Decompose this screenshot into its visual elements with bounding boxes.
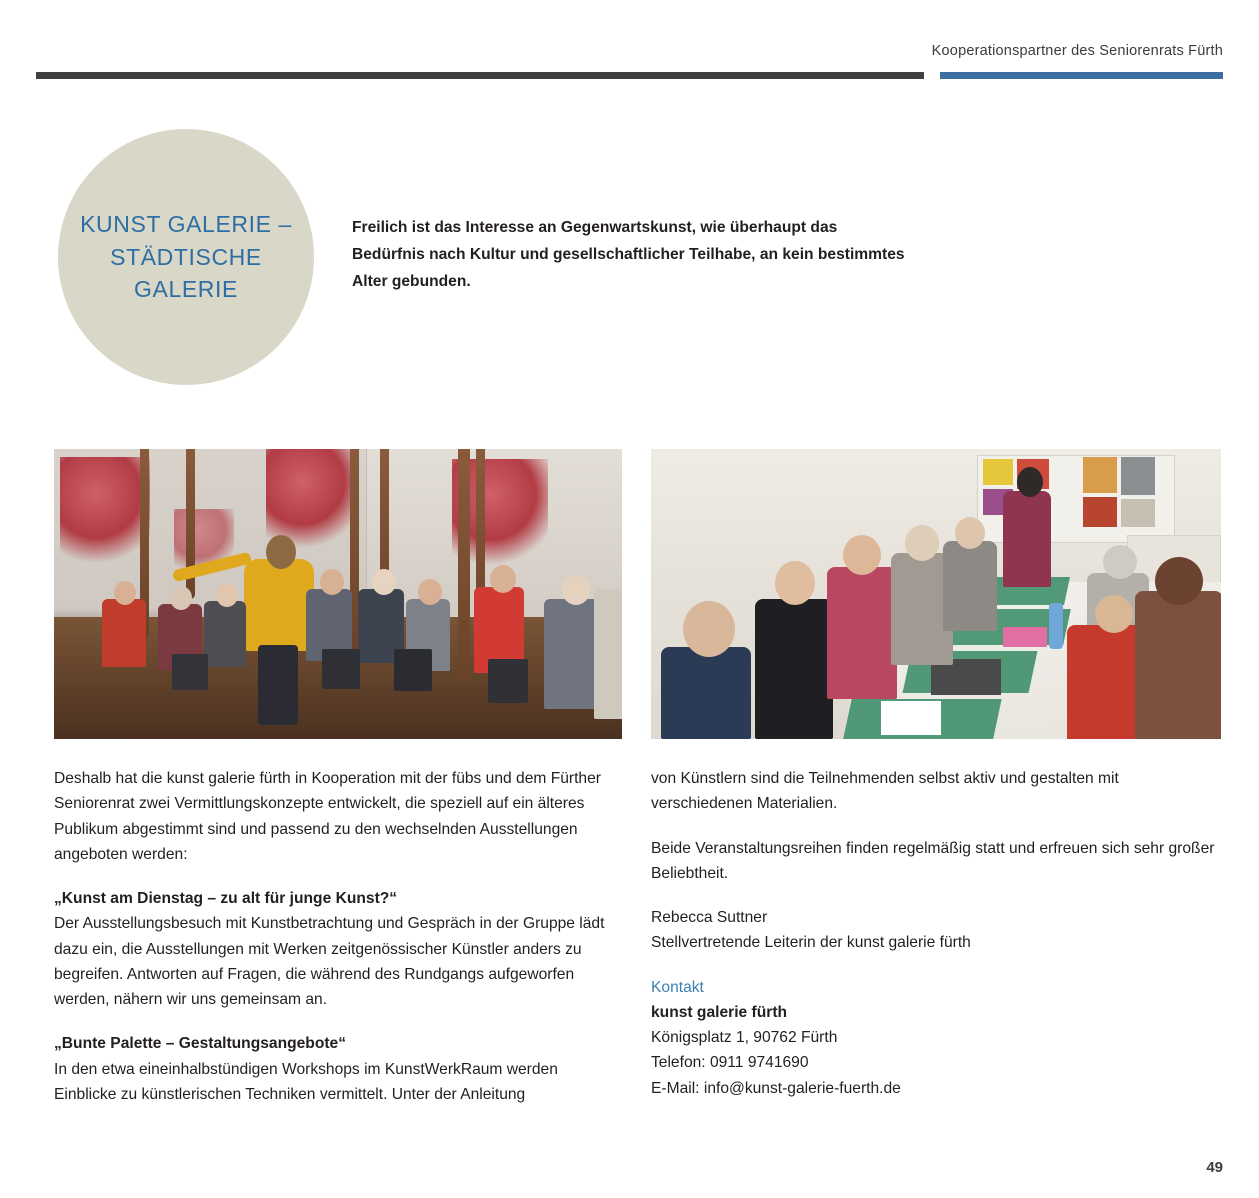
- contact-label: Kontakt: [651, 978, 704, 996]
- spacer: [54, 867, 624, 886]
- photo-right-presenter-head: [1017, 467, 1043, 497]
- left-heading-1: „Kunst am Dienstag – zu alt für junge Kunst?“: [54, 890, 398, 907]
- photo-left-audience-3-head: [216, 583, 238, 607]
- spacer: [651, 886, 1223, 905]
- photo-right-participant-8-head: [1155, 557, 1203, 605]
- section-title-text: KUNST GALERIE – STÄDTISCHE GALERIE: [80, 211, 292, 303]
- spacer: [651, 956, 1223, 975]
- photo-right-print-1: [983, 459, 1013, 485]
- contact-address: Königsplatz 1, 90762 Fürth: [651, 1029, 838, 1046]
- photo-workshop-table: [651, 449, 1221, 739]
- section-title-circle: [58, 129, 314, 385]
- left-heading-2: „Bunte Palette – Gestaltungsangebote“: [54, 1035, 347, 1053]
- photo-gallery-performance: [54, 449, 622, 739]
- photo-left-artist-head: [266, 535, 296, 569]
- signature-role: Stellvertretende Leiterin der kunst galerie fürth: [651, 934, 971, 952]
- photo-left-strand-5: [458, 449, 470, 684]
- photo-left-chair-2: [322, 649, 360, 689]
- left-paragraph-1: Deshalb hat die kunst galerie fürth in Kooperation mit der fübs und dem Fürther Seniorenrat zwei Vermittlungskonzepte entwickelt, die speziell auf ein älteres Publikum abgestimmt sind und passend zu den wechselnden Ausstellungen angeboten werden:: [54, 770, 601, 863]
- header-rule-blue: [940, 72, 1223, 79]
- photo-right-participant-1: [661, 647, 751, 739]
- photo-right-participant-6-head: [1103, 545, 1137, 579]
- photo-left-audience-7-head: [490, 565, 516, 593]
- photo-right-paper-2: [881, 701, 941, 735]
- spacer: [651, 817, 1223, 836]
- photo-right-participant-4-head: [905, 525, 939, 561]
- photo-right-participant-3-head: [843, 535, 881, 575]
- photo-right-participant-8: [1135, 591, 1221, 739]
- right-paragraph-2: Beide Veranstaltungsreihen finden regelmäßig statt und erfreuen sich sehr großer Beliebtheit.: [651, 839, 1215, 882]
- right-paragraph-1: von Künstlern sind die Teilnehmenden selbst aktiv und gestalten mit verschiedenen Materialien.: [651, 770, 1119, 813]
- photo-left-audience-2-head: [170, 586, 192, 610]
- spacer: [54, 1012, 624, 1031]
- header-partner-label: Kooperationspartner des Seniorenrats Fürth: [931, 43, 1223, 59]
- page-number: 49: [1206, 1159, 1223, 1176]
- photo-left-audience-6-head: [418, 579, 442, 605]
- photo-left-audience-8: [544, 599, 600, 709]
- header-rule-dark: [36, 72, 924, 79]
- photo-right-print-5: [1083, 457, 1117, 493]
- contact-organisation: kunst galerie fürth: [651, 1003, 788, 1021]
- signature-name: Rebecca Suttner: [651, 909, 768, 926]
- photo-left-artist: [244, 559, 314, 651]
- left-paragraph-3: In den etwa eineinhalbstündigen Workshops im KunstWerkRaum werden Einblicke zu künstlerischen Techniken vermittelt. Unter der Anleitung: [54, 1060, 558, 1103]
- photo-left-audience-5-head: [372, 569, 396, 595]
- photo-left-audience-1-head: [114, 581, 136, 605]
- photo-right-participant-5-head: [955, 517, 985, 549]
- photo-right-bottle: [1049, 603, 1063, 649]
- intro-paragraph: Freilich ist das Interesse an Gegenwartskunst, wie überhaupt das Bedürfnis nach Kultur und gesellschaftlicher Teilhabe, an kein bestimmtes Alter gebunden.: [352, 219, 905, 290]
- photo-right-print-8: [1121, 499, 1155, 527]
- photo-right-participant-7-head: [1095, 595, 1133, 633]
- photo-left-audience-3: [204, 601, 246, 667]
- photo-right-participant-2: [755, 599, 833, 739]
- photo-left-audience-1: [102, 599, 146, 667]
- photo-right-participant-3: [827, 567, 897, 699]
- photo-right-print-7: [1083, 497, 1117, 527]
- contact-email[interactable]: E-Mail: info@kunst-galerie-fuerth.de: [651, 1079, 901, 1097]
- photo-left-artwork-1: [60, 457, 150, 577]
- photo-right-print-6: [1121, 457, 1155, 495]
- left-paragraph-2: Der Ausstellungsbesuch mit Kunstbetrachtung und Gespräch in der Gruppe lädt dazu ein, die Ausstellungen mit Werken zeitgenössischer Künstler anders zu begreifen. Antworten auf Fragen, die während des Rundgangs aufgeworfen werden, nähern wir uns gemeinsam an.: [54, 915, 605, 1008]
- photo-right-presenter: [1003, 491, 1051, 587]
- contact-phone: Telefon: 0911 9741690: [651, 1054, 809, 1072]
- photo-left-chair-3: [394, 649, 432, 691]
- photo-left-audience-8-head: [562, 575, 590, 605]
- photo-left-chair-4: [488, 659, 528, 703]
- photo-left-audience-4-head: [320, 569, 344, 595]
- right-text-column: [651, 766, 1223, 1101]
- photo-right-participant-2-head: [775, 561, 815, 605]
- photo-left-audience-9: [594, 589, 622, 719]
- photo-right-paper-3: [1003, 627, 1047, 647]
- photo-left-chair-1: [172, 654, 208, 690]
- photo-left-artist-legs: [258, 645, 298, 725]
- photo-right-participant-5: [943, 541, 997, 631]
- photo-right-participant-1-head: [683, 601, 735, 657]
- left-text-column: [54, 766, 624, 1107]
